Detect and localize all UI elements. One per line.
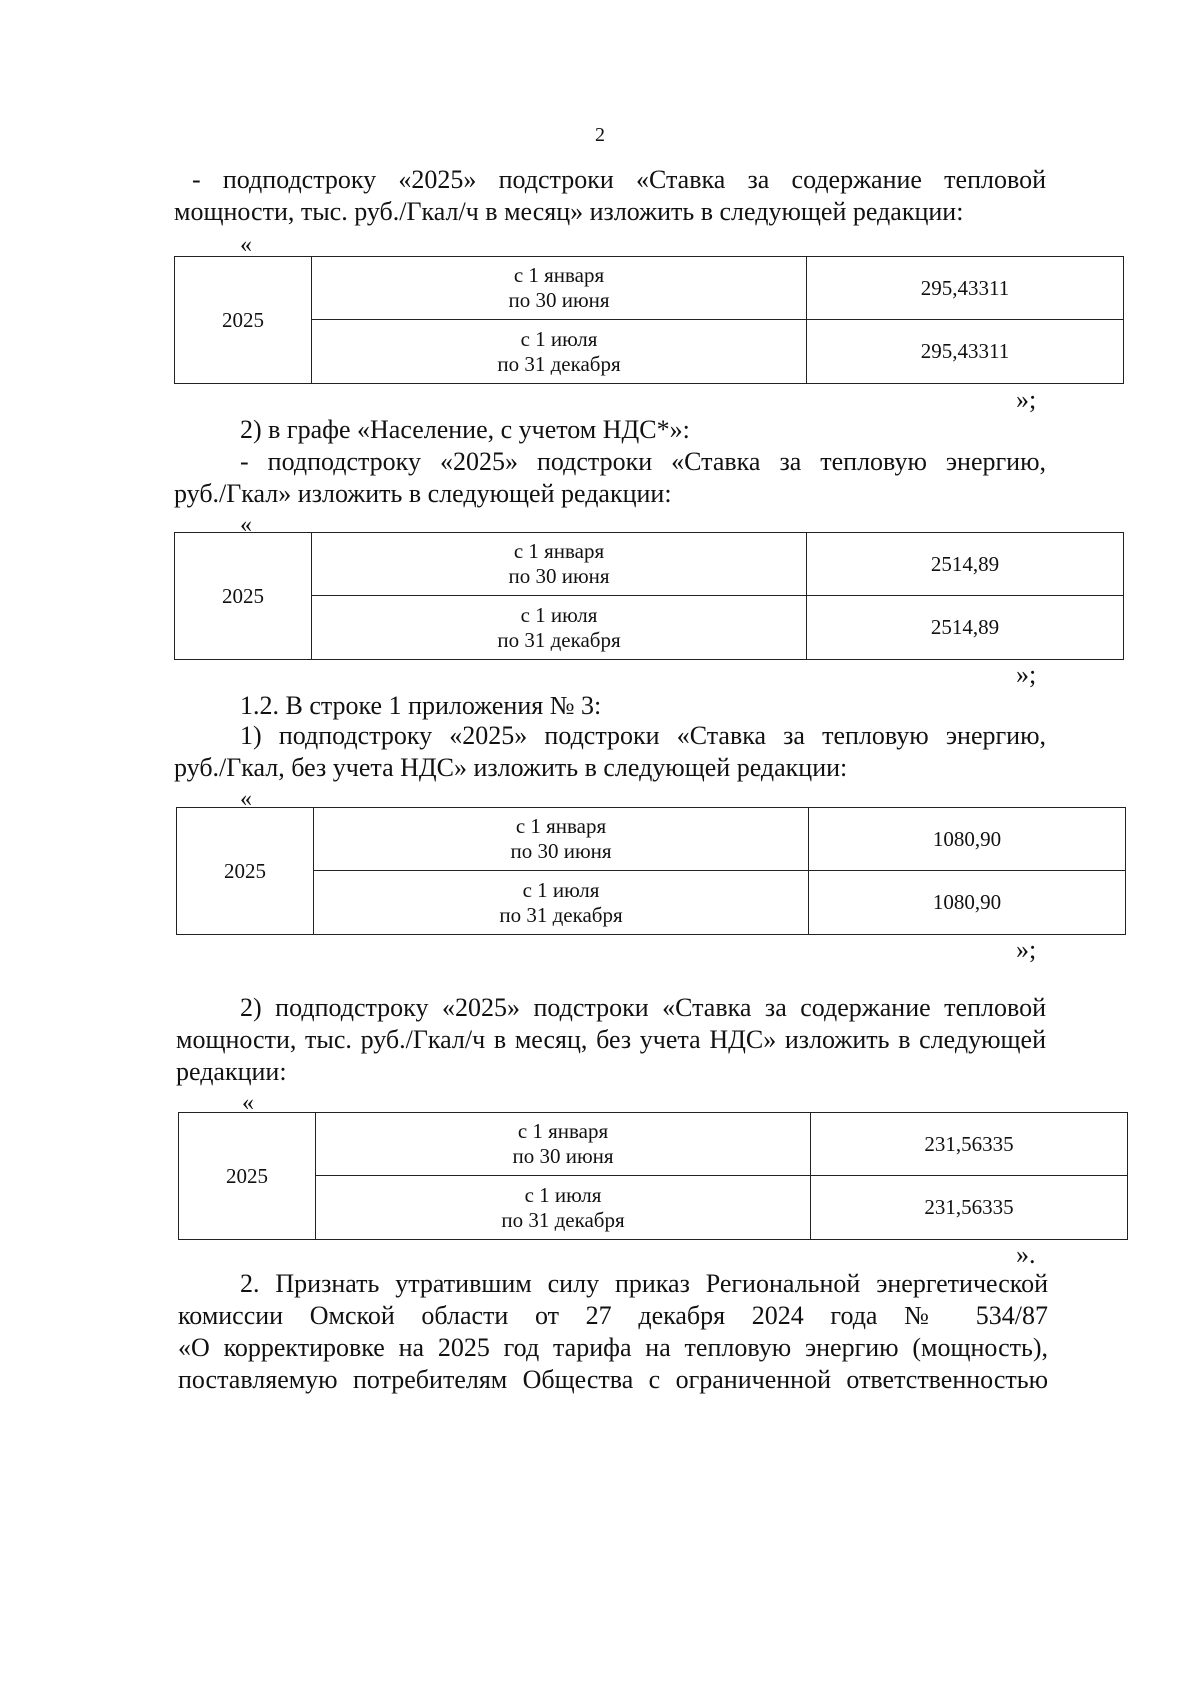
period-from: с 1 января <box>515 814 607 838</box>
value-cell: 2514,89 <box>807 533 1124 596</box>
paragraph-1-line-2: мощности, тыс. руб./Гкал/ч в месяц» изложить в следующей редакции: <box>174 197 964 226</box>
year-cell: 2025 <box>179 1113 316 1240</box>
value-cell: 2514,89 <box>807 596 1124 660</box>
period-to: по 30 июня <box>508 564 610 588</box>
period-cell <box>316 1176 811 1240</box>
paragraph-2-line-2: - подподстроку «2025» подстроки «Ставка за тепловую энергию, <box>240 447 1046 476</box>
paragraph-2-line-3: руб./Гкал» изложить в следующей редакции: <box>174 479 672 508</box>
period-from: с 1 июля <box>520 326 598 351</box>
tariff-table-1 <box>174 256 1124 384</box>
value-cell: 231,56335 <box>811 1176 1128 1240</box>
value-cell: 231,56335 <box>811 1113 1128 1176</box>
period-cell <box>312 533 807 596</box>
tariff-table-3 <box>176 807 1126 935</box>
paragraph-3-line-1: 1.2. В строке 1 приложения № 3: <box>240 691 602 720</box>
period-to: по 30 июня <box>512 1144 614 1168</box>
open-quote-2: « <box>240 512 252 538</box>
tariff-table-2 <box>174 532 1124 660</box>
period-to: по 30 июня <box>510 839 612 863</box>
close-quote-3: »; <box>1016 935 1037 964</box>
paragraph-2-line-1: 2) в графе «Население, с учетом НДС*»: <box>240 415 690 444</box>
period-from: с 1 июля <box>520 602 598 627</box>
period-cell <box>316 1113 811 1176</box>
paragraph-5-line-1: 2. Признать утратившим силу приказ Региональной энергетической <box>240 1269 1048 1298</box>
paragraph-1-line-1: - подподстроку «2025» подстроки «Ставка за содержание тепловой <box>192 165 1046 194</box>
period-from: с 1 июля <box>524 1182 602 1207</box>
value-cell: 1080,90 <box>809 808 1126 871</box>
period-to: по 31 декабря <box>501 1207 625 1232</box>
value-cell: 295,43311 <box>807 320 1124 384</box>
value-cell: 295,43311 <box>807 257 1124 320</box>
period-from: с 1 января <box>517 1119 609 1143</box>
tariff-table-4 <box>178 1112 1128 1240</box>
paragraph-4-line-1: 2) подподстроку «2025» подстроки «Ставка за содержание тепловой <box>240 993 1046 1022</box>
period-from: с 1 января <box>513 539 605 563</box>
period-to: по 31 декабря <box>497 627 621 652</box>
value-cell: 1080,90 <box>809 871 1126 935</box>
year-cell: 2025 <box>175 533 312 660</box>
paragraph-5-line-4: поставляемую потребителям Общества с ограниченной ответственностью <box>178 1365 1048 1394</box>
paragraph-3-line-2: 1) подподстроку «2025» подстроки «Ставка за тепловую энергию, <box>240 721 1046 750</box>
year-cell: 2025 <box>175 257 312 384</box>
period-cell <box>314 808 809 871</box>
period-to: по 31 декабря <box>497 351 621 376</box>
year-cell: 2025 <box>177 808 314 935</box>
paragraph-5-line-2: комиссии Омской области от 27 декабря 2024 года № 534/87 <box>178 1301 1048 1330</box>
close-quote-1: »; <box>1016 385 1037 414</box>
period-cell <box>312 320 807 384</box>
period-cell <box>312 257 807 320</box>
close-quote-4: ». <box>1016 1240 1036 1269</box>
period-to: по 30 июня <box>508 288 610 312</box>
paragraph-4-line-3: редакции: <box>176 1057 287 1086</box>
paragraph-4-line-2: мощности, тыс. руб./Гкал/ч в месяц, без учета НДС» изложить в следующей <box>176 1025 1046 1054</box>
period-to: по 31 декабря <box>499 902 623 927</box>
close-quote-2: »; <box>1016 660 1037 689</box>
period-from: с 1 июля <box>522 877 600 902</box>
period-cell <box>314 871 809 935</box>
period-from: с 1 января <box>513 263 605 287</box>
page-number: 2 <box>595 124 605 146</box>
paragraph-3-line-3: руб./Гкал, без учета НДС» изложить в следующей редакции: <box>174 753 848 782</box>
open-quote-1: « <box>240 232 252 258</box>
period-cell <box>312 596 807 660</box>
open-quote-3: « <box>240 786 252 812</box>
open-quote-4: « <box>242 1090 254 1116</box>
paragraph-5-line-3: «О корректировке на 2025 год тарифа на тепловую энергию (мощность), <box>178 1333 1048 1362</box>
